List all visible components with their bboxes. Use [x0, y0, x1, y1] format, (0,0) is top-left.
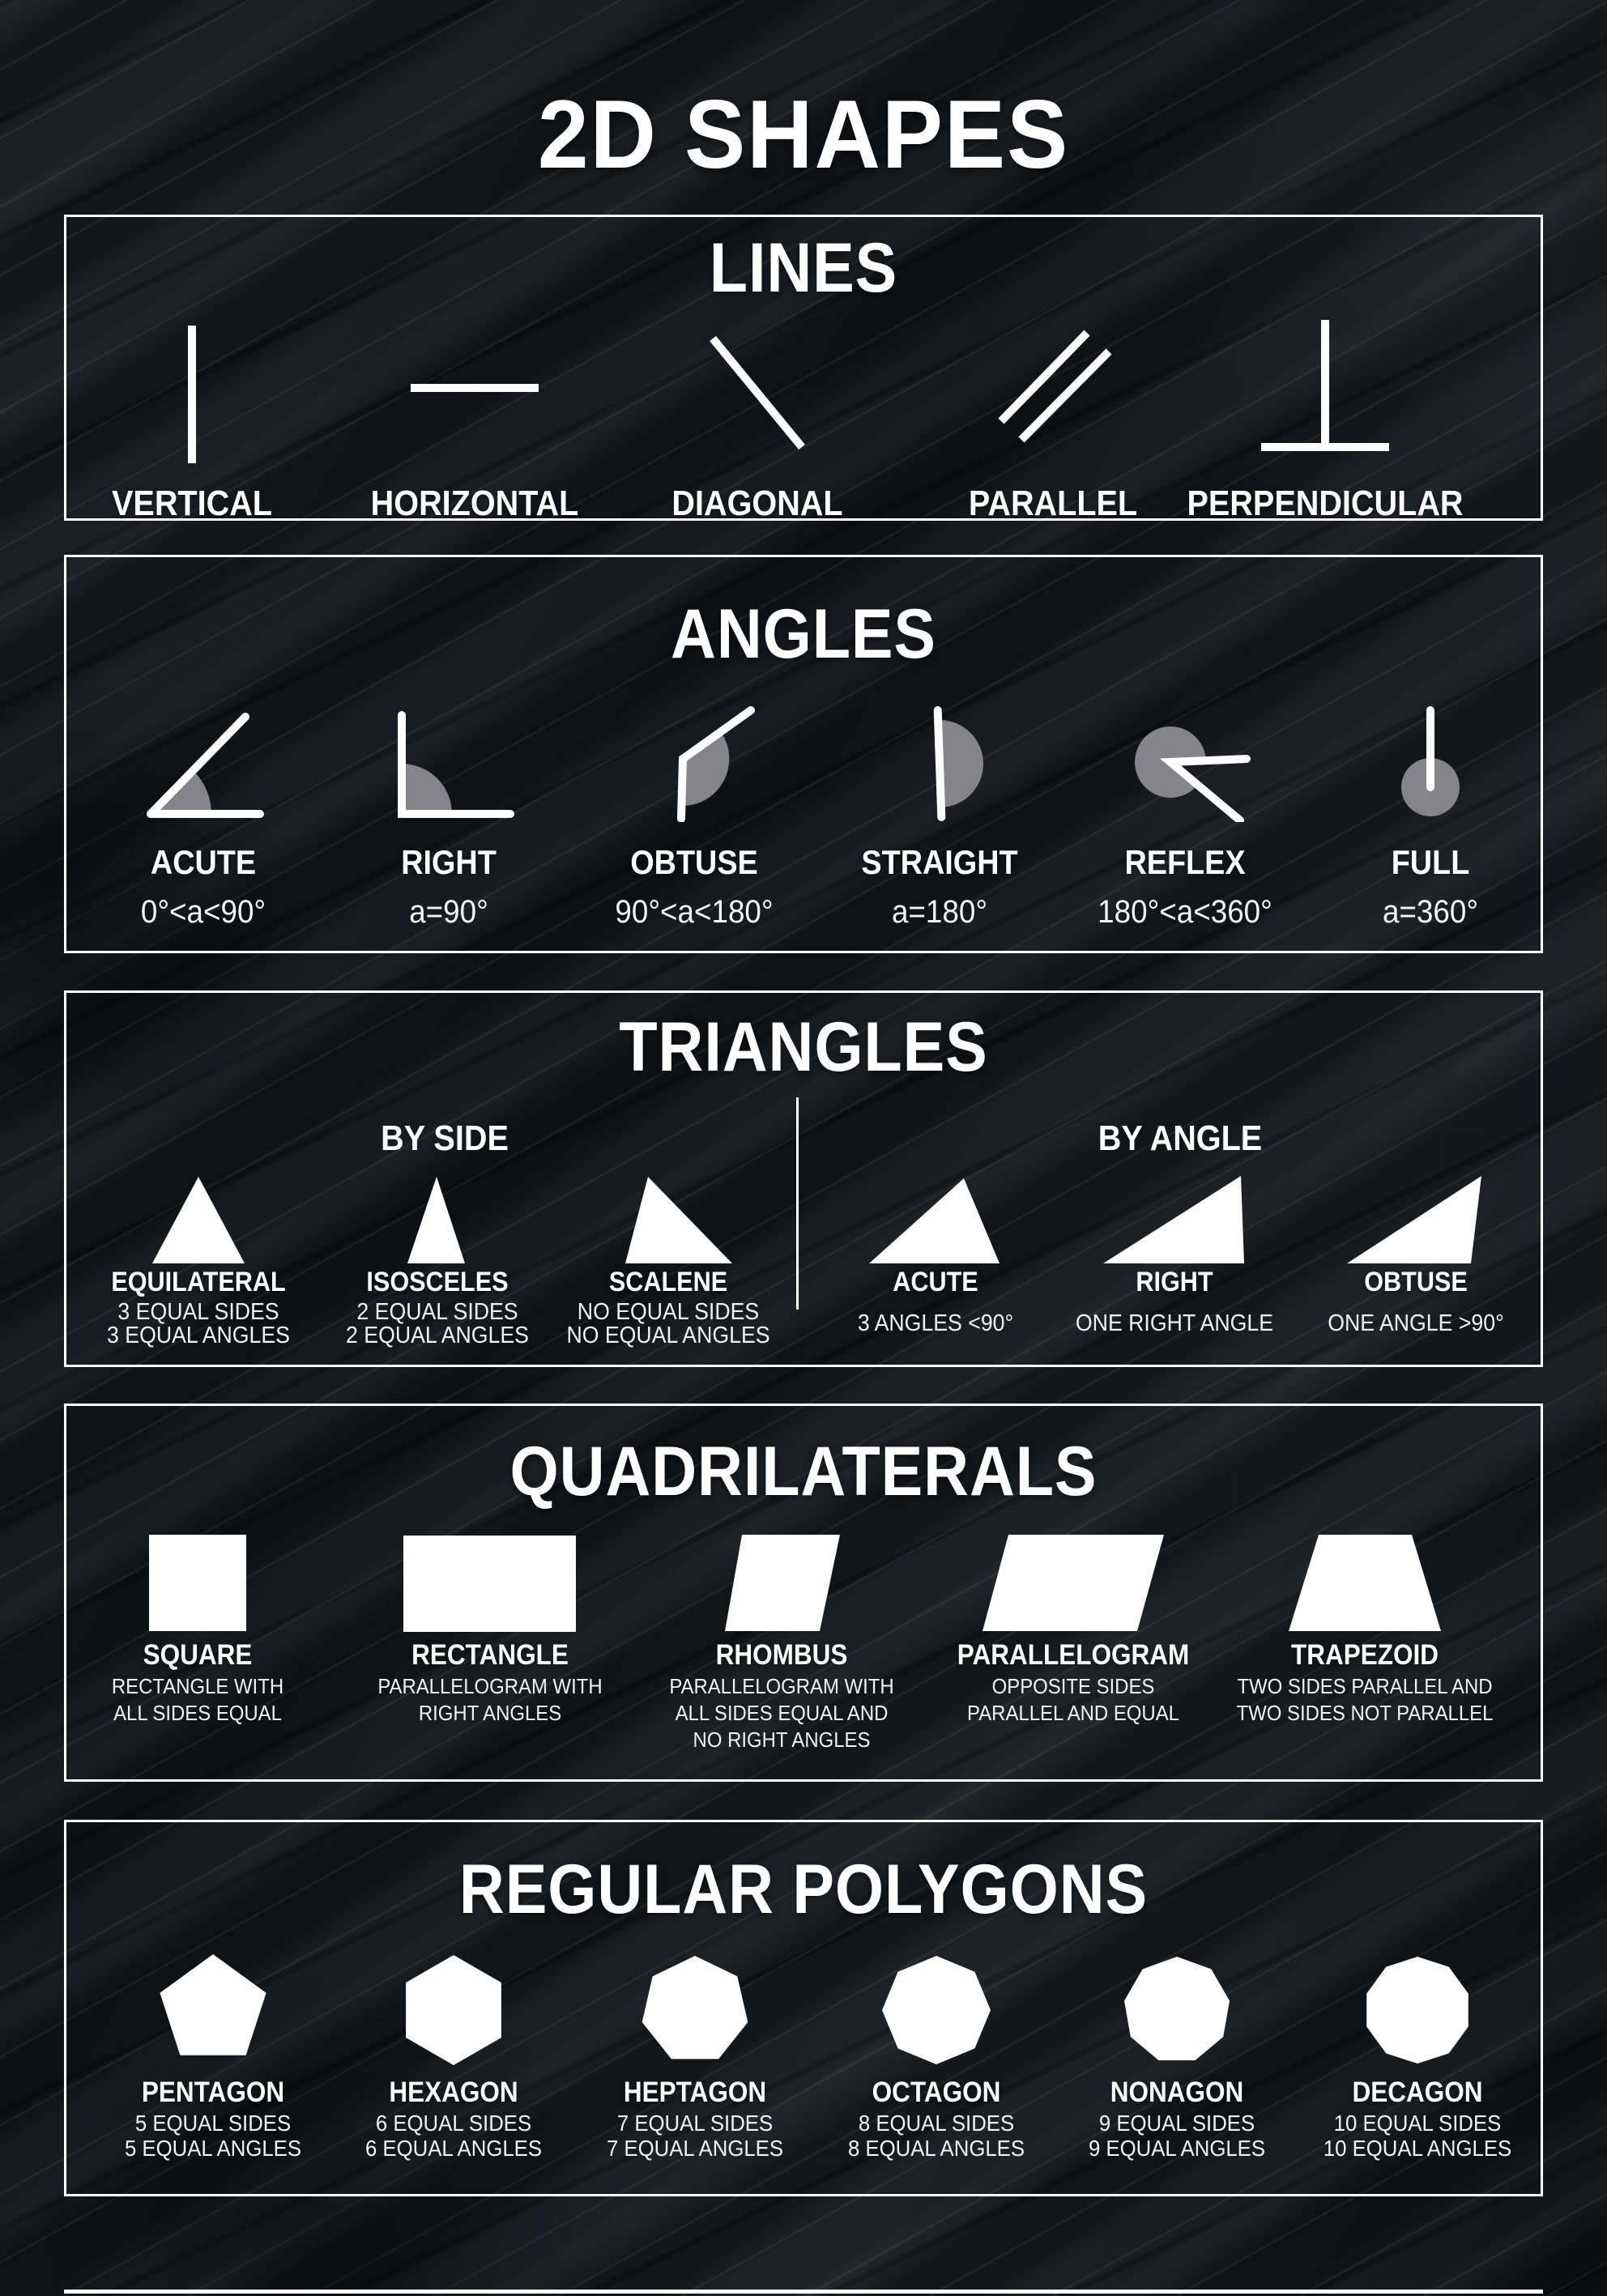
line-label: DIAGONAL [671, 483, 843, 523]
section-quadrilaterals-title: QUADRILATERALS [509, 1433, 1098, 1510]
heptagon-icon [638, 1953, 752, 2067]
acute-angle-icon [114, 701, 292, 822]
nonagon-icon [1120, 1953, 1234, 2067]
triangle-label: ISOSCELES [366, 1267, 509, 1297]
triangle-label: SCALENE [608, 1267, 728, 1297]
angle-label: REFLEX [1124, 843, 1246, 881]
triangle-desc: 2 EQUAL SIDES 2 EQUAL ANGLES [346, 1299, 529, 1348]
angle-formula: 90°<a<180° [615, 894, 774, 930]
obtuse-angle-icon [605, 701, 783, 822]
triangle-label: OBTUSE [1364, 1267, 1468, 1297]
quadrilateral-desc: OPPOSITE SIDES PARALLEL AND EQUAL [967, 1674, 1179, 1725]
quadrilateral-desc: RECTANGLE WITH ALL SIDES EQUAL [111, 1674, 284, 1725]
rectangle-icon [403, 1536, 576, 1632]
quadrilateral-desc: PARALLELOGRAM WITH ALL SIDES EQUAL AND NO RIGHT ANGLES [669, 1674, 894, 1752]
polygon-label: PENTAGON [141, 2077, 285, 2108]
section-polygons-title: REGULAR POLYGONS [458, 1851, 1149, 1928]
polygon-desc: 6 EQUAL SIDES 6 EQUAL ANGLES [364, 2111, 543, 2161]
quadrilateral-desc: PARALLELOGRAM WITH RIGHT ANGLES [377, 1674, 603, 1725]
octagon-icon [880, 1953, 993, 2067]
polygon-label: OCTAGON [872, 2077, 1001, 2108]
quadrilateral-label: TRAPEZOID [1290, 1639, 1439, 1671]
triangles-divider [796, 1097, 799, 1310]
vertical-line-icon [188, 326, 196, 463]
angle-label: OBTUSE [630, 843, 758, 881]
angle-formula: a=360° [1382, 894, 1479, 930]
triangles-by-angle-title: BY ANGLE [1098, 1118, 1263, 1158]
angle-label: FULL [1391, 843, 1470, 881]
angle-formula: 180°<a<360° [1098, 894, 1272, 930]
polygon-desc: 7 EQUAL SIDES 7 EQUAL ANGLES [606, 2111, 784, 2161]
isosceles-triangle-icon [406, 1175, 469, 1266]
perpendicular-lines-icon [1321, 320, 1329, 445]
full-angle-icon [1341, 701, 1520, 822]
diagonal-line-icon [676, 328, 838, 458]
polygon-desc: 9 EQUAL SIDES 9 EQUAL ANGLES [1088, 2111, 1266, 2161]
pentagon-icon [156, 1953, 270, 2067]
page-title: 2D SHAPES [537, 80, 1070, 189]
angle-formula: a=180° [891, 894, 988, 930]
perpendicular-base-icon [1261, 443, 1389, 451]
right-triangle-icon [1102, 1174, 1246, 1265]
angle-label: RIGHT [401, 843, 497, 881]
triangle-label: EQUILATERAL [111, 1267, 286, 1297]
triangle-desc: ONE ANGLE >90° [1328, 1310, 1504, 1336]
reflex-angle-icon [1096, 701, 1274, 822]
polygon-desc: 10 EQUAL SIDES 10 EQUAL ANGLES [1323, 2111, 1512, 2161]
line-label: HORIZONTAL [370, 483, 579, 523]
rhombus-icon [723, 1533, 842, 1633]
straight-angle-icon [850, 701, 1029, 822]
polygon-desc: 5 EQUAL SIDES 5 EQUAL ANGLES [124, 2111, 302, 2161]
triangle-desc: 3 EQUAL SIDES 3 EQUAL ANGLES [107, 1299, 290, 1348]
acute-triangle-icon [867, 1177, 1001, 1266]
angle-label: ACUTE [150, 843, 257, 881]
quadrilateral-label: SQUARE [143, 1639, 253, 1671]
parallel-lines-icon [968, 320, 1138, 458]
triangle-label: RIGHT [1136, 1267, 1213, 1297]
triangles-by-side-title: BY SIDE [381, 1118, 509, 1158]
quadrilateral-label: RECTANGLE [411, 1639, 569, 1671]
quadrilateral-desc: TWO SIDES PARALLEL AND TWO SIDES NOT PARALLEL [1236, 1674, 1494, 1725]
line-label: VERTICAL [112, 483, 272, 523]
polygon-label: HEPTAGON [623, 2077, 767, 2108]
quadrilateral-label: RHOMBUS [715, 1639, 848, 1671]
parallelogram-icon [981, 1533, 1166, 1633]
square-icon [149, 1535, 246, 1631]
equilateral-triangle-icon [151, 1175, 248, 1266]
triangle-desc: 3 ANGLES <90° [857, 1310, 1014, 1336]
line-label: PERPENDICULAR [1187, 483, 1464, 523]
obtuse-triangle-icon [1345, 1174, 1485, 1265]
triangle-desc: ONE RIGHT ANGLE [1075, 1310, 1274, 1336]
triangle-desc: NO EQUAL SIDES NO EQUAL ANGLES [566, 1299, 770, 1348]
section-lines-title: LINES [709, 229, 898, 307]
right-angle-icon [360, 701, 538, 822]
polygon-label: DECAGON [1352, 2077, 1483, 2108]
decagon-icon [1361, 1953, 1474, 2067]
hexagon-icon [397, 1953, 510, 2067]
scalene-triangle-icon [624, 1175, 734, 1266]
bottom-edge-line [64, 2290, 1543, 2294]
horizontal-line-icon [411, 384, 539, 392]
section-triangles-title: TRIANGLES [619, 1008, 988, 1086]
polygon-label: HEXAGON [389, 2077, 518, 2108]
angle-formula: a=90° [409, 894, 488, 930]
polygon-desc: 8 EQUAL SIDES 8 EQUAL ANGLES [847, 2111, 1025, 2161]
angle-formula: 0°<a<90° [140, 894, 266, 930]
triangle-label: ACUTE [893, 1267, 978, 1297]
angle-label: STRAIGHT [861, 843, 1018, 881]
polygon-label: NONAGON [1110, 2077, 1244, 2108]
line-label: PARALLEL [968, 483, 1138, 523]
section-angles-title: ANGLES [671, 595, 936, 673]
trapezoid-icon [1287, 1533, 1443, 1633]
quadrilateral-label: PARALLELOGRAM [957, 1639, 1190, 1671]
